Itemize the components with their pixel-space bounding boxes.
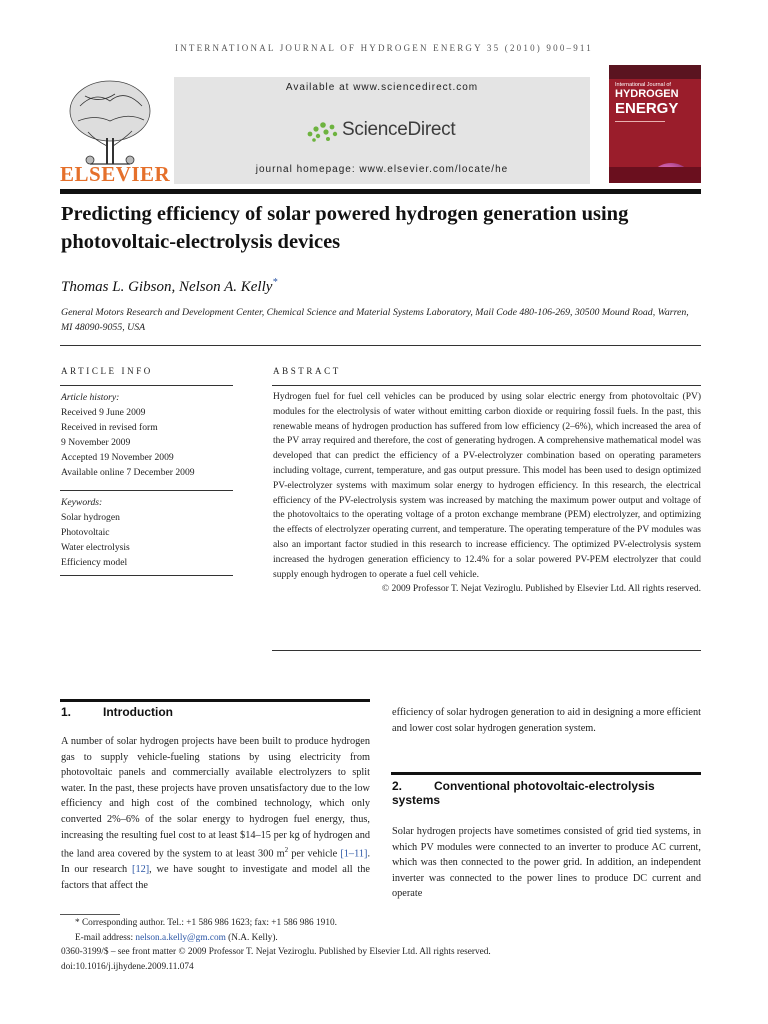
keywords-rule bbox=[60, 575, 233, 576]
history-item: Available online 7 December 2009 bbox=[61, 467, 195, 478]
article-history bbox=[61, 390, 233, 480]
section-2-heading: 2. Conventional photovoltaic-electrolysis systems bbox=[392, 779, 655, 807]
history-item: Received 9 June 2009 bbox=[61, 407, 146, 418]
journal-cover-image bbox=[609, 65, 701, 183]
history-item: Accepted 19 November 2009 bbox=[61, 452, 174, 463]
section-1-rule bbox=[60, 699, 370, 702]
publisher-logo-text: ELSEVIER bbox=[60, 162, 171, 186]
section-1-continuation: efficiency of solar hydrogen generation to aid in designing a more efficient and lower cost solar hydrogen generation system. bbox=[392, 707, 701, 734]
article-info-rule bbox=[60, 385, 233, 386]
abstract-heading: ABSTRACT bbox=[273, 366, 341, 376]
footnotes bbox=[61, 916, 701, 974]
section-2-paragraph: Solar hydrogen projects have sometimes consisted of grid tied systems, in which PV modules were connected to an inverter to produce AC current, which was then connected to the power grid. In addition, an independent inverter was connected to the power lines to produce DC current and operate bbox=[392, 826, 701, 900]
abstract-rule bbox=[272, 385, 701, 386]
section-1-heading: 1. Introduction bbox=[61, 705, 173, 719]
article-authors: Thomas L. Gibson, Nelson A. Kelly* bbox=[61, 277, 278, 295]
citation-link[interactable]: [1–11] bbox=[340, 848, 368, 860]
corresponding-author-mark[interactable]: * bbox=[272, 277, 278, 288]
info-divider bbox=[60, 345, 701, 346]
keyword-item: Efficiency model bbox=[61, 557, 128, 568]
history-rule bbox=[60, 490, 233, 491]
abstract-text: Hydrogen fuel for fuel cell vehicles can be produced by using solar electric energy from photovoltaic (PV) modules for the electrolysis of water without emitting carbon dioxide or requiring fossil fuels. In the past, this renewable means of hydrogen production has suffered from low efficiency (2–6%), which increased the area of the PV array required and therefore, the cost of generating hydrogen. A comprehensive mathematical model was developed that can predict the efficiency of a PV-electrolyzer combination based on operating parameters including voltage, current, temperature, and gas output pressure. This model has been used to design optimized PV-electrolyzer systems with maximum solar energy to hydrogen efficiency. In this research, the electrical efficiency of the PV-electrolysis system was increased by matching the maximum power output and voltage of the photovoltaics to the operating voltage of a proton exchange membrane (PEM) electrolyzer, and optimizing the effects of electrolyzer operating current, and temperature. The operating temperature of the PV modules was also an important factor studied in this research to increase efficiency. The optimized PV-electrolysis system increased the hydrogen generation efficiency to 12.4% for a solar powered PV-PEM electrolyzer that could supply enough hydrogen to operate a fuel cell vehicle. bbox=[273, 392, 701, 580]
cover-title-hydrogen: HYDROGEN bbox=[615, 88, 679, 100]
history-item: Received in revised form bbox=[61, 422, 158, 433]
article-title: Predicting efficiency of solar powered hydrogen generation using photovoltaic-electrolysis devices bbox=[61, 203, 629, 253]
abstract-bottom-rule bbox=[272, 650, 701, 651]
header-rule bbox=[60, 189, 701, 194]
cover-subtitle: International Journal of bbox=[615, 82, 671, 88]
issn-note: 0360-3199/$ – see front matter © 2009 Professor T. Nejat Veziroglu. Published by Elsevier Ltd. All rights reserved. bbox=[61, 947, 491, 957]
section-1-paragraph: A number of solar hydrogen projects have been built to produce hydrogen gas to supply vehicle-fueling stations by using electricity from photovoltaic panels and commercially available electrolyzers to split water. In the past, these projects have proven unsatisfactory due to the low efficiency and high cost of the combined technology, which only converted 2%–6% of the solar energy to hydrogen fuel energy, thus, increasing the resulting fuel cost to at least $14–15 per kg of hydrogen and the land area covered by the system to at least 300 $m^2$ per vehicle [1–11]. In our research [12], we have sought to investigate and model all the factors that affect the bbox=[61, 736, 371, 891]
journal-homepage-link[interactable]: journal homepage: www.elsevier.com/locate/he bbox=[255, 164, 509, 175]
footnote-rule bbox=[60, 914, 120, 915]
available-at-text[interactable]: Available at www.sciencedirect.com bbox=[285, 82, 479, 93]
sciencedirect-wordmark: ScienceDirect bbox=[342, 119, 456, 140]
history-label: Article history: bbox=[61, 392, 120, 403]
keyword-item: Solar hydrogen bbox=[61, 512, 120, 523]
journal-citation: INTERNATIONAL JOURNAL OF HYDROGEN ENERGY 35 (2010) 900–911 bbox=[175, 43, 593, 53]
keywords-label: Keywords: bbox=[61, 497, 103, 508]
doi-note[interactable]: doi:10.1016/j.ijhydene.2009.11.074 bbox=[61, 961, 194, 972]
history-item: 9 November 2009 bbox=[61, 437, 131, 448]
author-affiliation: General Motors Research and Development Center, Chemical Science and Material Systems Laboratory, Mail Code 480-106-269, 30500 Mound Road, Warren, MI 48090-9055, USA bbox=[61, 307, 689, 333]
email-note: E-mail address: nelson.a.kelly@gm.com (N.A. Kelly). bbox=[75, 932, 278, 943]
abstract-body bbox=[273, 390, 701, 597]
email-link[interactable]: nelson.a.kelly@gm.com bbox=[135, 932, 226, 943]
keyword-item: Photovoltaic bbox=[61, 527, 110, 538]
cover-title-energy: ENERGY bbox=[615, 100, 679, 117]
article-info-heading: ARTICLE INFO bbox=[61, 366, 153, 376]
keyword-item: Water electrolysis bbox=[61, 542, 130, 553]
section-2-rule bbox=[391, 772, 701, 775]
corresponding-author-note: * Corresponding author. Tel.: +1 586 986 1623; fax: +1 586 986 1910. bbox=[75, 918, 337, 928]
citation-link[interactable]: [12] bbox=[132, 864, 150, 876]
abstract-copyright: © 2009 Professor T. Nejat Veziroglu. Published by Elsevier Ltd. All rights reserved. bbox=[381, 584, 701, 595]
keywords-list bbox=[61, 495, 233, 570]
